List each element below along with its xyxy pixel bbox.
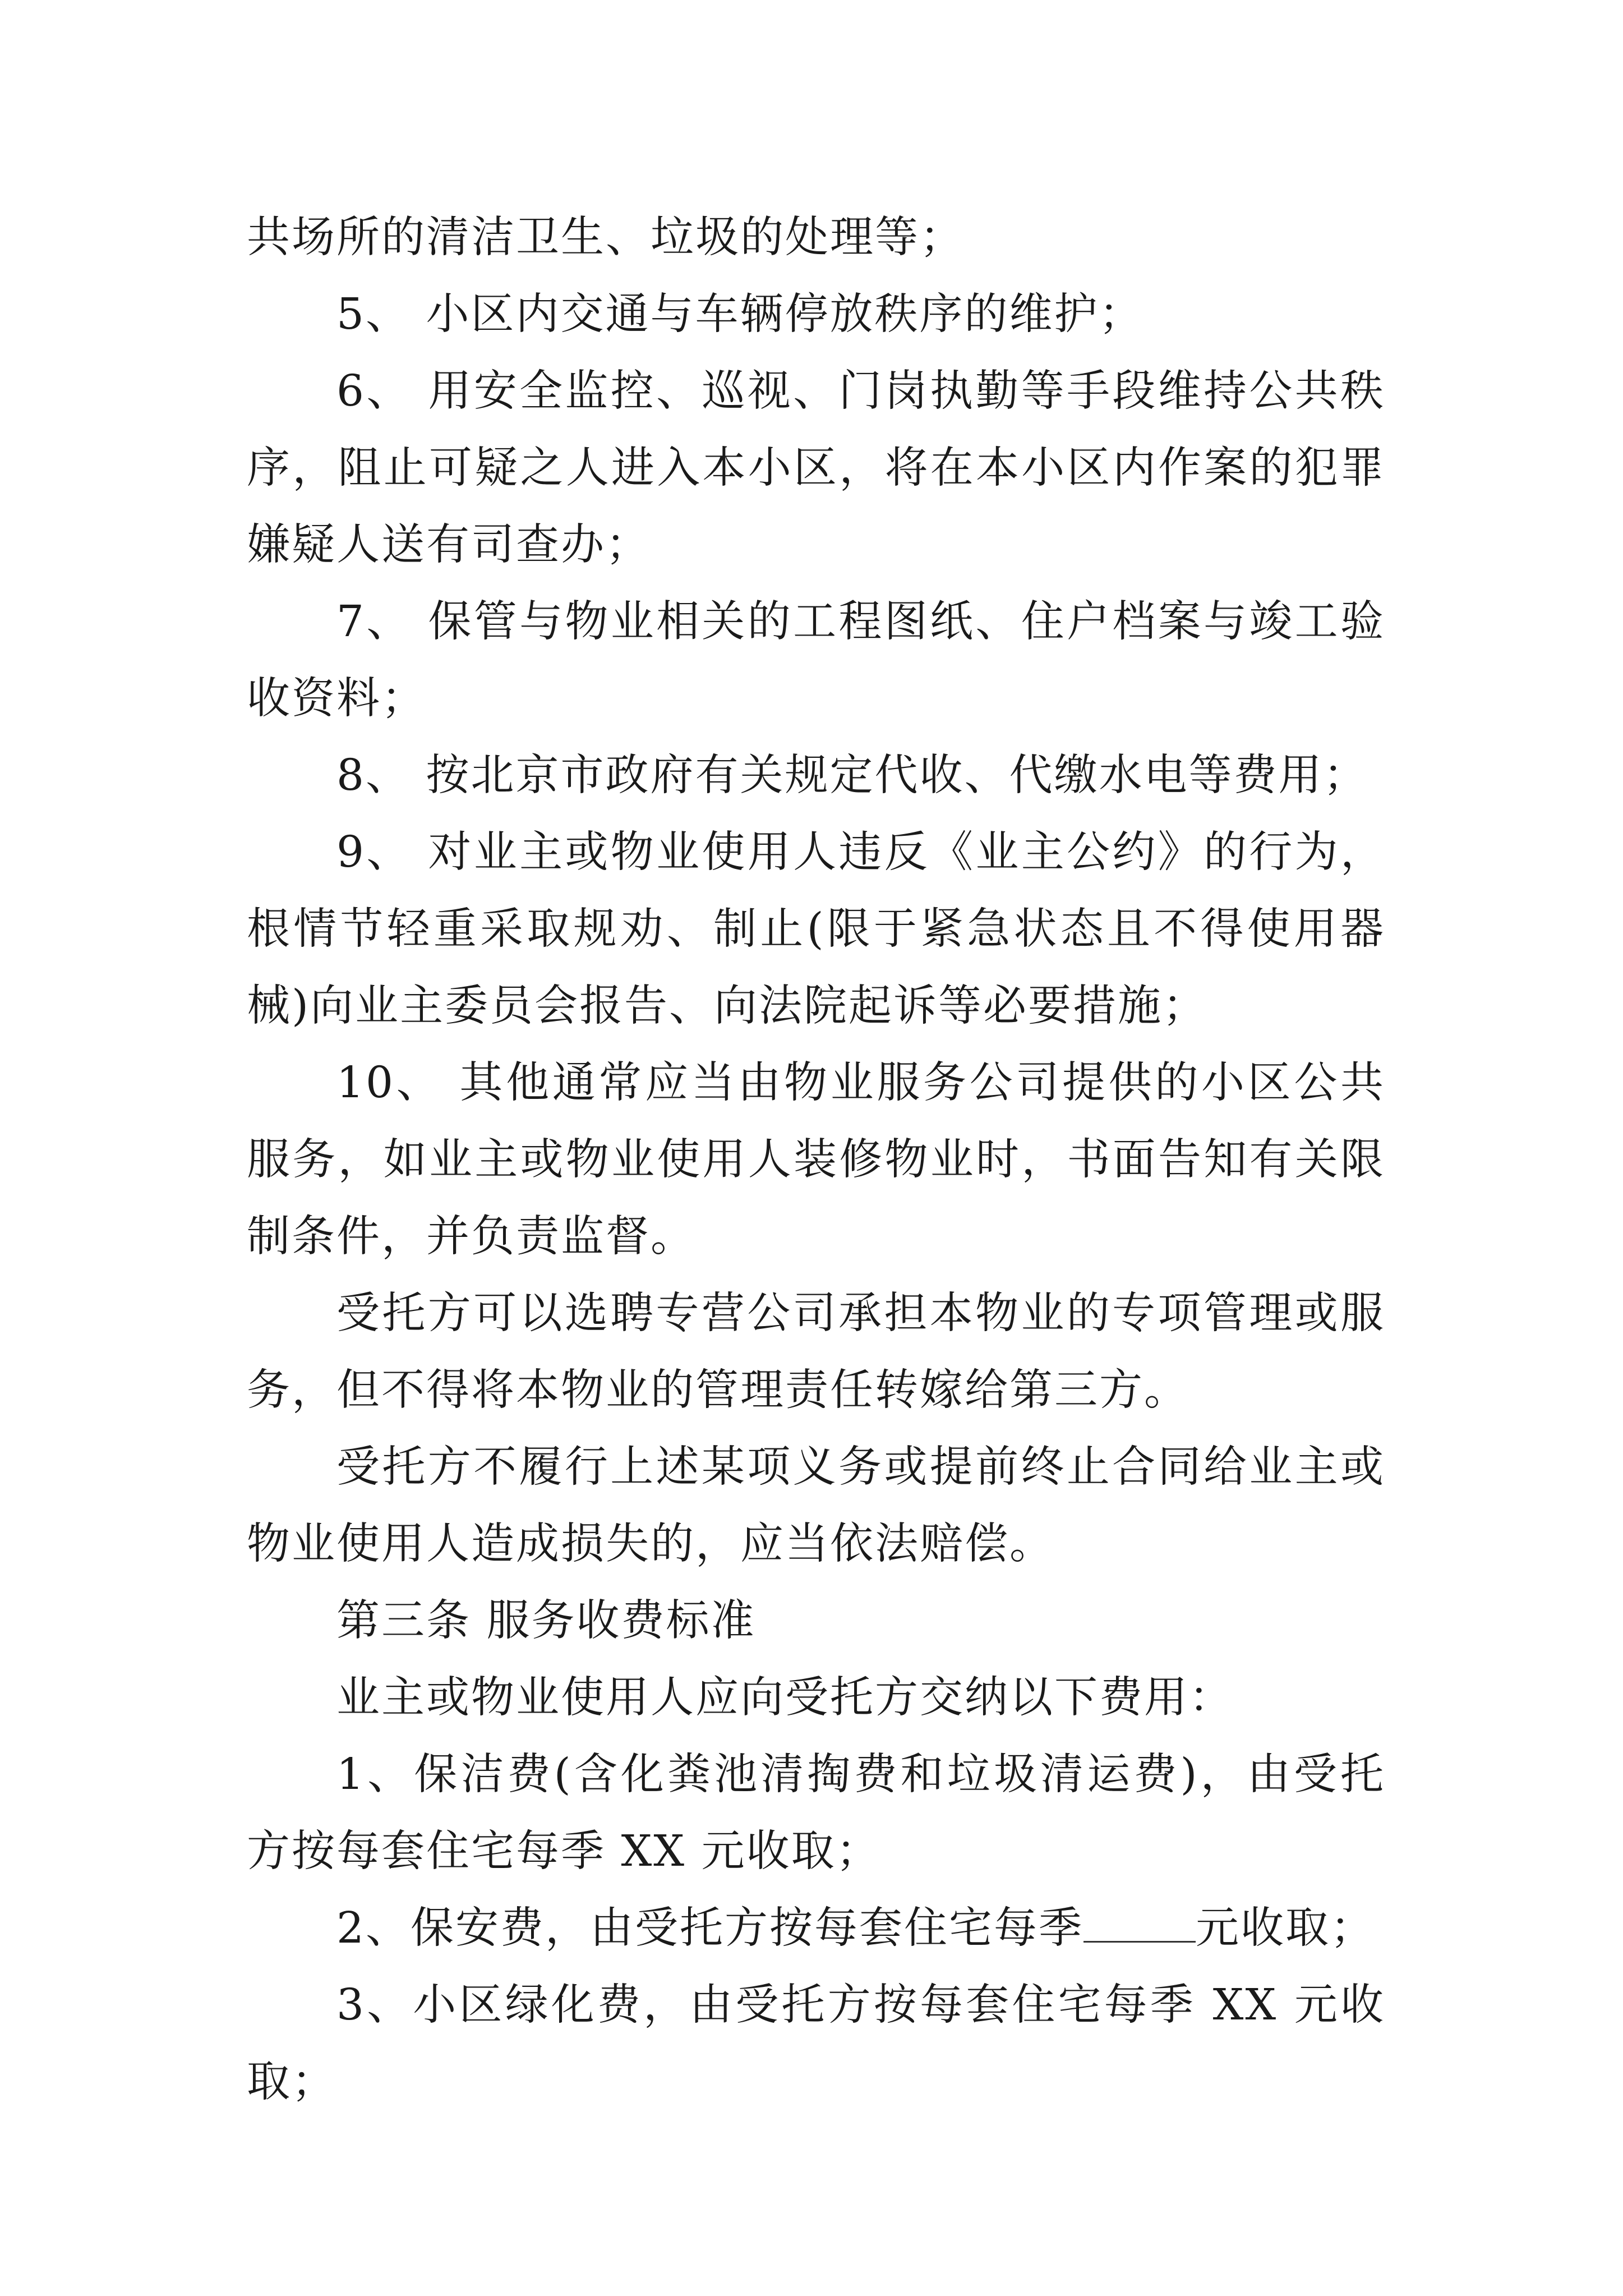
paragraph-1: 共场所的清洁卫生、垃圾的处理等； (247, 213, 965, 263)
paragraph-5: 8、 按北京市政府有关规定代收、代缴水电等费用； (336, 751, 1368, 800)
paragraph-9: 受托方不履行上述某项义务或提前终止合同给业主或物业使用人造成损失的，应当依法赔偿。 (247, 1442, 1385, 1569)
section-heading: 第三条 服务收费标准 (336, 1596, 756, 1646)
paragraph-8: 受托方可以选聘专营公司承担本物业的专项管理或服务，但不得将本物业的管理责任转嫁给第三方。 (247, 1289, 1385, 1415)
paragraph-6: 9、 对业主或物业使用人违反《业主公约》的行为，根情节轻重采取规劝、制止(限于紧急状态且不得使用器械)向业主委员会报告、向法院起诉等必要措施； (247, 827, 1385, 1031)
fill-in-blank (1083, 1906, 1196, 1943)
fee-item-security (247, 1890, 1385, 1967)
fee-security-prefix: 2、保安费，由受托方按每套住宅每季 (336, 1903, 1083, 1953)
fee-security-suffix: 元收取； (1196, 1903, 1375, 1953)
paragraph-2: 5、 小区内交通与车辆停放秩序的维护； (336, 289, 1144, 339)
paragraph-7: 10、 其他通常应当由物业服务公司提供的小区公共服务，如业主或物业使用人装修物业时，书面告知有关限制条件，并负责监督。 (247, 1058, 1385, 1262)
paragraph-3: 6、 用安全监控、巡视、门岗执勤等手段维持公共秩序，阻止可疑之人进入本小区，将在本小区内作案的犯罪嫌疑人送有司查办； (247, 366, 1385, 570)
document-body (247, 199, 1385, 2120)
paragraph-11: 业主或物业使用人应向受托方交纳以下费用： (336, 1673, 1234, 1723)
fee-item-cleaning: 1、保洁费(含化粪池清掏费和垃圾清运费)，由受托方按每套住宅每季 XX 元收取； (247, 1750, 1385, 1876)
fee-item-greening: 3、小区绿化费，由受托方按每套住宅每季 XX 元收取； (247, 1980, 1385, 2107)
paragraph-4: 7、 保管与物业相关的工程图纸、住户档案与竣工验收资料； (247, 597, 1385, 724)
